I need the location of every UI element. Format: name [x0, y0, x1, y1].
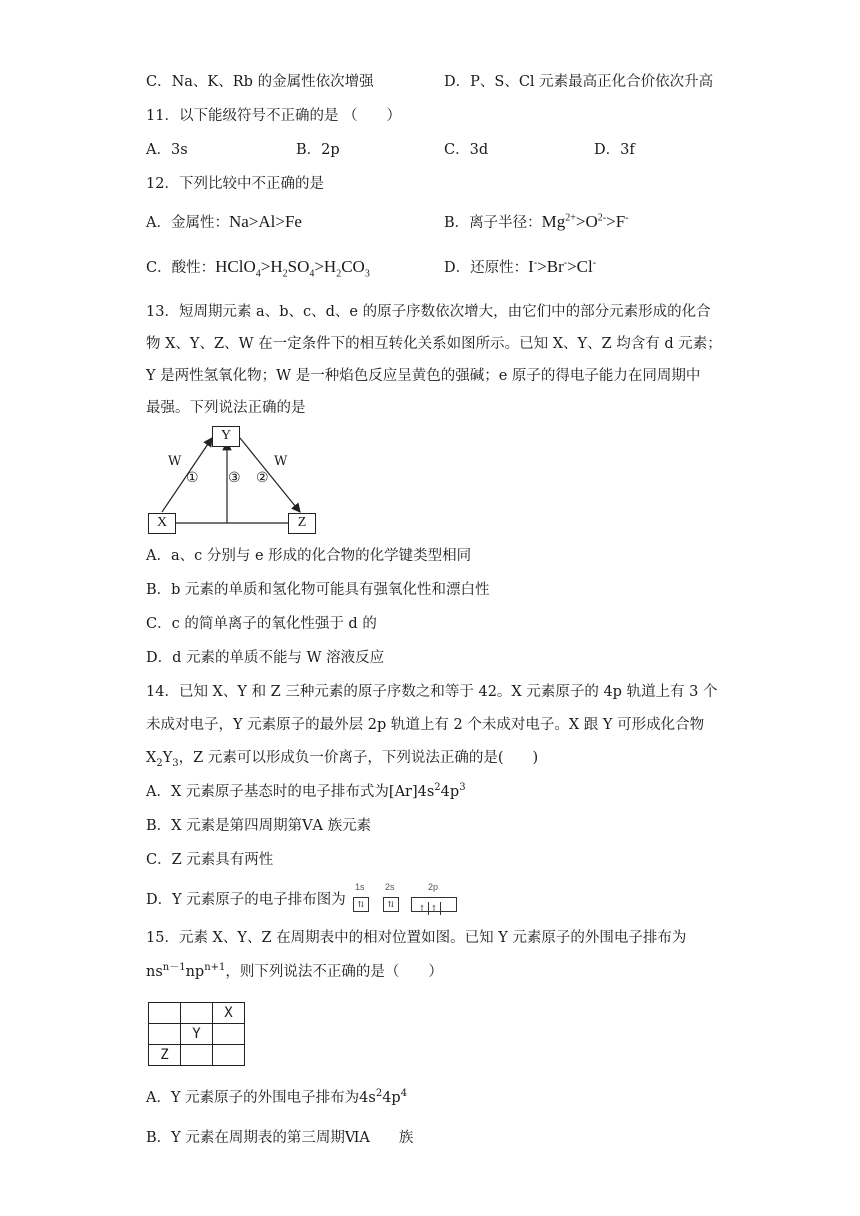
- q15-stem-line1: 15．元素 X、Y、Z 在周期表中的相对位置如图。已知 Y 元素原子的外围电子排布为: [146, 930, 687, 946]
- grid-cell: [181, 1045, 213, 1066]
- grid-cell: [149, 1003, 181, 1024]
- orbital-label-1s: 1s: [355, 882, 365, 892]
- grid-cell-y: Y: [181, 1024, 213, 1045]
- q11-option-d: D．3f: [594, 142, 635, 158]
- q14-option-b: B．X 元素是第四周期第ⅤA 族元素: [146, 818, 372, 834]
- grid-cell-x: X: [213, 1003, 245, 1024]
- q13-option-d: D．d 元素的单质不能与 W 溶液反应: [146, 650, 385, 666]
- q12-option-a: A．金属性：Na>Al>Fe: [146, 212, 302, 231]
- orbital-box-1s: ⇅: [353, 897, 369, 912]
- q11-option-c: C．3d: [444, 142, 489, 158]
- label-w-left: W: [168, 454, 182, 469]
- q13-option-c: C．c 的简单离子的氧化性强于 d 的: [146, 616, 377, 632]
- q12-option-b: B．离子半径：$Mg^{2+}>O^{2-}>F^-$: [444, 212, 629, 231]
- orbital-box-2s: ⇅: [383, 897, 399, 912]
- orbital-label-2p: 2p: [428, 882, 439, 892]
- node-x: X: [148, 513, 176, 534]
- q14-stem-line3: $X_2Y_3$，Z 元素可以形成负一价离子，下列说法正确的是( ): [146, 750, 539, 769]
- q13-stem-line4: 最强。下列说法正确的是: [146, 400, 306, 416]
- orbital-diagram: [351, 882, 461, 916]
- q14-option-c: C．Z 元素具有两性: [146, 852, 274, 868]
- orbital-box-2p: ↑ ↑: [411, 897, 457, 912]
- grid-cell: [181, 1003, 213, 1024]
- node-z: Z: [288, 513, 316, 534]
- grid-cell: [213, 1045, 245, 1066]
- q15-option-b: B．Y 元素在周期表的第三周期ⅥA 族: [146, 1130, 414, 1146]
- q13-stem-line2: 物 X、Y、Z、W 在一定条件下的相互转化关系如图所示。已知 X、Y、Z 均含有 d 元素；: [146, 336, 722, 352]
- periodic-position-grid: [148, 1002, 245, 1066]
- q13-option-a: A．a、c 分别与 e 形成的化合物的化学键类型相同: [146, 548, 472, 564]
- q15-stem-line2: $ns^{n-1}np^{n+1}$，则下列说法不正确的是（ ）: [146, 962, 443, 980]
- q13-option-b: B．b 元素的单质和氢化物可能具有强氧化性和漂白性: [146, 582, 490, 598]
- q11-option-a: A．3s: [146, 142, 188, 158]
- q12-option-d: D．还原性：I->Br->Cl-: [444, 257, 597, 276]
- q11-option-b: B．2p: [296, 142, 340, 158]
- transformation-diagram: [140, 420, 330, 545]
- q10-option-c: C．Na、K、Rb 的金属性依次增强: [146, 74, 374, 90]
- grid-cell: [213, 1024, 245, 1045]
- q14-stem-line1: 14．已知 X、Y 和 Z 三种元素的原子序数之和等于 42。X 元素原子的 4p 轨道上有 3 个: [146, 684, 718, 700]
- q13-stem-line3: Y 是两性氢氧化物；W 是一种焰色反应呈黄色的强碱；e 原子的得电子能力在同周期中: [146, 368, 701, 384]
- q10-option-d: D．P、S、Cl 元素最高正化合价依次升高: [444, 74, 714, 90]
- q14-option-a: A．X 元素原子基态时的电子排布式为$[Ar]4s^24p^3$: [146, 782, 466, 800]
- q12-option-c: C．酸性：$HClO_4>H_2SO_4>H_2CO_3$: [146, 257, 370, 280]
- q12-stem: 12．下列比较中不正确的是: [146, 176, 324, 192]
- grid-cell-z: Z: [149, 1045, 181, 1066]
- q14-option-d: D．Y 元素原子的电子排布图为: [146, 892, 346, 908]
- label-step2: ②: [256, 470, 269, 486]
- q14-stem-line2: 未成对电子，Y 元素原子的最外层 2p 轨道上有 2 个未成对电子。X 跟 Y 可形成化合物: [146, 717, 705, 733]
- label-step3: ③: [228, 470, 241, 486]
- grid-cell: [149, 1024, 181, 1045]
- q15-option-a: A．Y 元素原子的外围电子排布为$4s^24p^4$: [146, 1088, 408, 1106]
- orbital-label-2s: 2s: [385, 882, 395, 892]
- label-step1: ①: [186, 470, 199, 486]
- q13-stem-line1: 13．短周期元素 a、b、c、d、e 的原子序数依次增大，由它们中的部分元素形成的化合: [146, 304, 711, 320]
- node-y: Y: [212, 426, 240, 447]
- q11-stem: 11．以下能级符号不正确的是 （ ）: [146, 108, 402, 124]
- label-w-right: W: [274, 454, 288, 469]
